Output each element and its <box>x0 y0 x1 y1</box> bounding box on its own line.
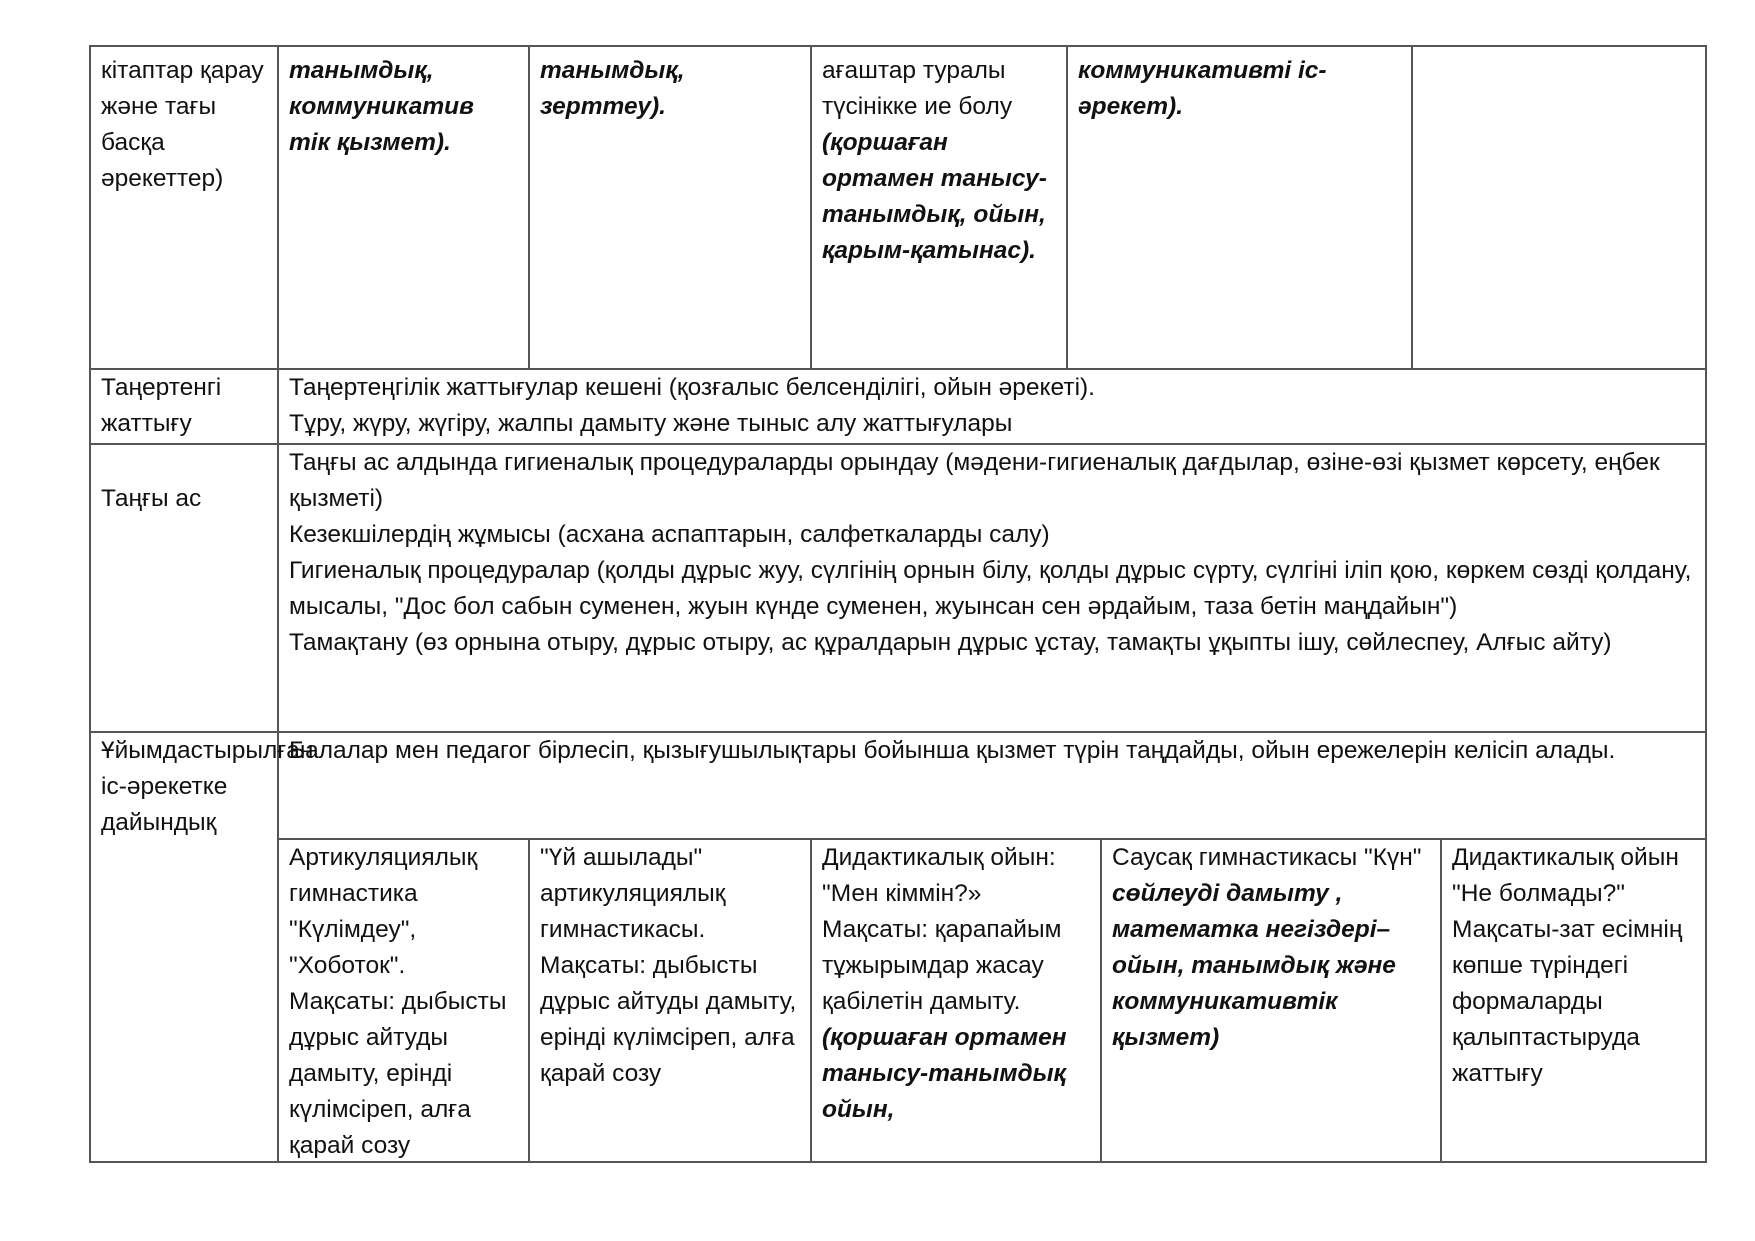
row4-cell-3-emphasis: (қоршаған ортамен танысу-танымдық ойын, <box>822 1024 1067 1123</box>
row1-cell-4: коммуникативті іс-әрекет). <box>1078 57 1327 120</box>
row1-cell-2: танымдық, зерттеу). <box>540 57 685 120</box>
row2-line-2: Тұру, жүру, жүгіру, жалпы дамыту және тыныс алу жаттығулары <box>289 410 1013 437</box>
schedule-table <box>89 45 1707 1163</box>
row4-intro: Балалар мен педагог бірлесіп, қызығушылықтары бойынша қызмет түрін таңдайды, ойын ережелерін келісіп алады. <box>289 737 1616 764</box>
row4-label: Ұйымдастырылған іс-әрекетке дайындық <box>101 737 314 836</box>
row1-label: кітаптар қарау және тағы басқа әрекеттер) <box>101 57 264 192</box>
row1-cell-3 <box>812 47 1066 368</box>
row4-cell-5: Дидактикалық ойын "Не болмады?" Мақсаты-зат есімнің көпше түріндегі формаларды қалыптастыруда жаттығу <box>1452 844 1683 1087</box>
row4-cell-1: Артикуляциялық гимнастика "Күлімдеу", "Хоботок". Мақсаты: дыбысты дұрыс айтуды дамыту, ерінді күлімсіреп, алға қарай созу <box>289 844 507 1159</box>
row1-cell-3-emphasis: (қоршаған ортамен танысу-танымдық, ойын, қарым-қатынас). <box>822 129 1047 264</box>
row4-cell-2: "Үй ашылады" артикуляциялық гимнастикасы. Мақсаты: дыбысты дұрыс айтуды дамыту, ерінді күлімсіреп, алға қарай созу <box>540 844 797 1087</box>
table-border-right <box>1705 45 1707 1163</box>
row3-paragraph-1: Таңғы ас алдында гигиеналық процедураларды орындау (мәдени-гигиеналық дағдылар, өзіне-өзі қызмет көрсету, еңбек қызметі) <box>289 449 1660 512</box>
row2-line-1: Таңертеңгілік жаттығулар кешені (қозғалыс белсенділігі, ойын әрекеті). <box>289 374 1095 401</box>
row2-content <box>279 370 1705 443</box>
row4-cell-3-text: Дидактикалық ойын: "Мен кіммін?» Мақсаты: қарапайым тұжырымдар жасау қабілетін дамыту. <box>822 844 1062 1015</box>
row4-cell-4-emphasis: сөйлеуді дамыту , математка негіздері– ойын, танымдық және коммуникативтік қызмет) <box>1112 880 1396 1051</box>
row3-label: Таңғы ас <box>101 485 202 512</box>
row3-paragraph-2: Кезекшілердің жұмысы (асхана аспаптарын, салфеткаларды салу) <box>289 521 1050 548</box>
row4-cell-3 <box>812 840 1100 1161</box>
row3-paragraph-4: Тамақтану (өз орнына отыру, дұрыс отыру, ас құралдарын дұрыс ұстау, тамақты ұқыпты ішу, сөйлеспеу, Алғыс айту) <box>289 629 1612 656</box>
row1-cell-3-text: ағаштар туралы түсінікке ие болу <box>822 57 1013 120</box>
row1-cell-1: танымдық, коммуникатив тік қызмет). <box>289 57 474 156</box>
row3-content <box>279 445 1705 731</box>
row2-label: Таңертенгі жаттығу <box>101 374 222 437</box>
row3-paragraph-3: Гигиеналық процедуралар (қолды дұрыс жуу, сүлгінің орнын білу, қолды дұрыс сүрту, сүлгіні іліп қою, көркем сөзді қолдану, мысалы, "Дос бол сабын суменен, жуын күнде суменен, жуынсан сен әрдайым, таза бетін маңдайын") <box>289 557 1692 620</box>
row1-cell-5 <box>1413 47 1705 368</box>
row4-cell-4 <box>1102 840 1440 1161</box>
row4-cell-4-text: Саусақ гимнастикасы "Күн" <box>1112 844 1422 871</box>
